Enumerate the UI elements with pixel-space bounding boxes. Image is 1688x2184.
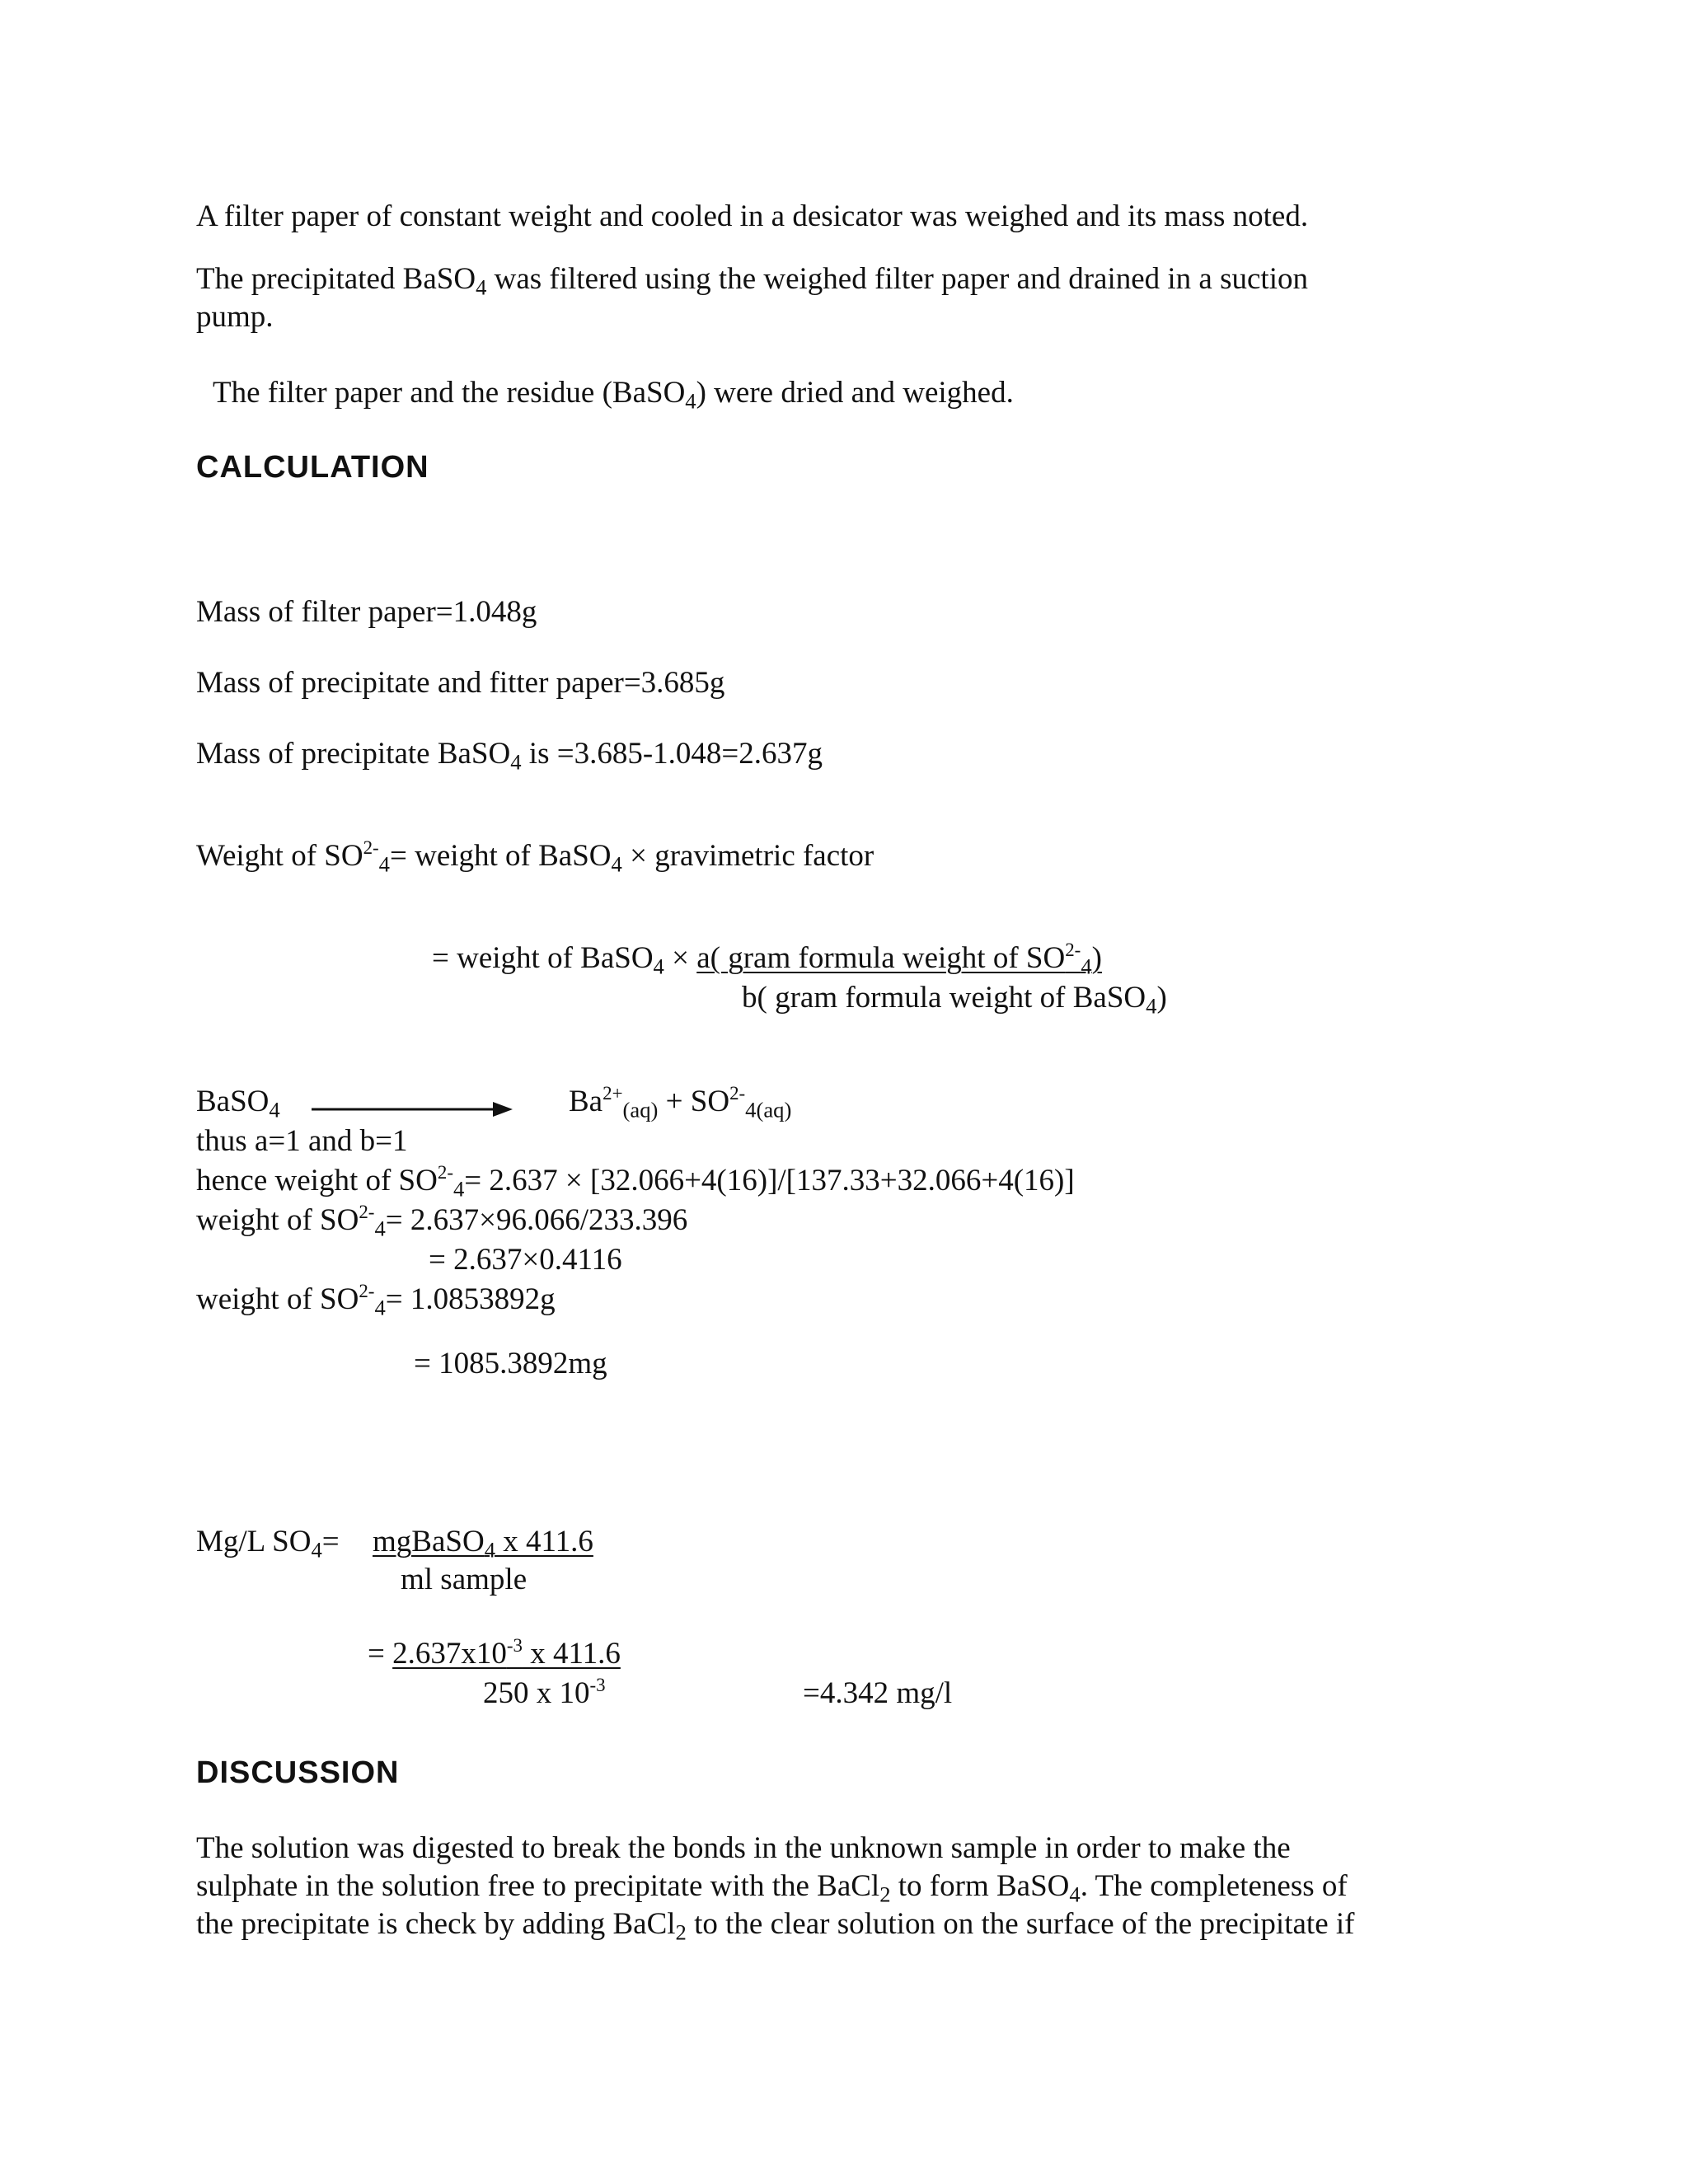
discussion-line-3: the precipitate is check by adding BaCl$_2$ to the clear solution on the surface of the precipitate if [196, 1907, 1355, 1945]
thus-line: thus a=1 and b=1 [196, 1124, 408, 1158]
procedure-paragraph-3: The filter paper and the residue (BaSO$_4$) were dried and weighed. [213, 376, 1014, 414]
discussion-heading: DISCUSSION [196, 1755, 400, 1790]
discussion-line-1: The solution was digested to break the bonds in the unknown sample in order to make the [196, 1831, 1291, 1865]
procedure-paragraph-2-cont: pump. [196, 300, 274, 334]
mass-precipitate-and-paper: Mass of precipitate and fitter paper=3.685g [196, 666, 725, 700]
reaction-reactant: BaSO$_4$ [196, 1085, 280, 1122]
procedure-paragraph-2: The precipitated BaSO$_4$ was filtered using the weighed filter paper and drained in a suction [196, 262, 1308, 300]
mgl-formula-numerator: mgBaSO$_4$ x 411.6 [373, 1525, 593, 1563]
mgl-formula-lhs: Mg/L $SO_4=$ [196, 1525, 340, 1563]
factor-numerator: a( gram formula weight of $SO^{2-}_4$) [696, 939, 1102, 979]
weight-sulphate-definition: Weight of $SO^{2-}_4=$ weight of BaSO$_4$ × gravimetric factor [196, 837, 874, 877]
weight-result-grams: weight of $SO^{2-}_4= 1.0853892g$ [196, 1280, 556, 1320]
mgl-calc-numerator: = $2.637x10^{-3}$ x 411.6 [368, 1634, 621, 1671]
mgl-formula-denominator: ml sample [401, 1563, 528, 1596]
reaction-arrow-icon [312, 1097, 513, 1122]
gravimetric-factor-line: = weight of BaSO$_4$ × a( gram formula weight of $SO^{2-}_4$) [432, 939, 1102, 979]
weight-factor-line: = 2.637×0.4116 [429, 1243, 622, 1277]
reaction-products: $Ba^{2+}_{(aq)} + SO^{2-}_{4(aq)}$ [569, 1082, 792, 1122]
weight-result-mg: = 1085.3892mg [414, 1347, 607, 1380]
mgl-calc-denominator: 250 x $10^{-3}$ [483, 1674, 606, 1710]
calculation-heading: CALCULATION [196, 450, 429, 485]
mass-filter-paper: Mass of filter paper=1.048g [196, 595, 537, 629]
procedure-paragraph-1: A filter paper of constant weight and cooled in a desicator was weighed and its mass noted. [196, 199, 1309, 233]
weight-ratio-line: weight of $SO^{2-}_4= 2.637\times 96.066/233.396$ [196, 1201, 688, 1241]
factor-denominator: b( gram formula weight of BaSO$_4$) [742, 981, 1167, 1019]
hence-weight-line: hence weight of $SO^{2-}_4= 2.637 \times [32.066+4(16)]/[137.33+32.066+4(16)]$ [196, 1161, 1075, 1202]
mass-precipitate: Mass of precipitate BaSO$_4$ is =3.685-1.048=2.637g [196, 737, 823, 775]
discussion-line-2: sulphate in the solution free to precipitate with the BaCl$_2$ to form BaSO$_4$. The completeness of [196, 1869, 1348, 1907]
mgl-result: =4.342 mg/l [803, 1676, 953, 1710]
